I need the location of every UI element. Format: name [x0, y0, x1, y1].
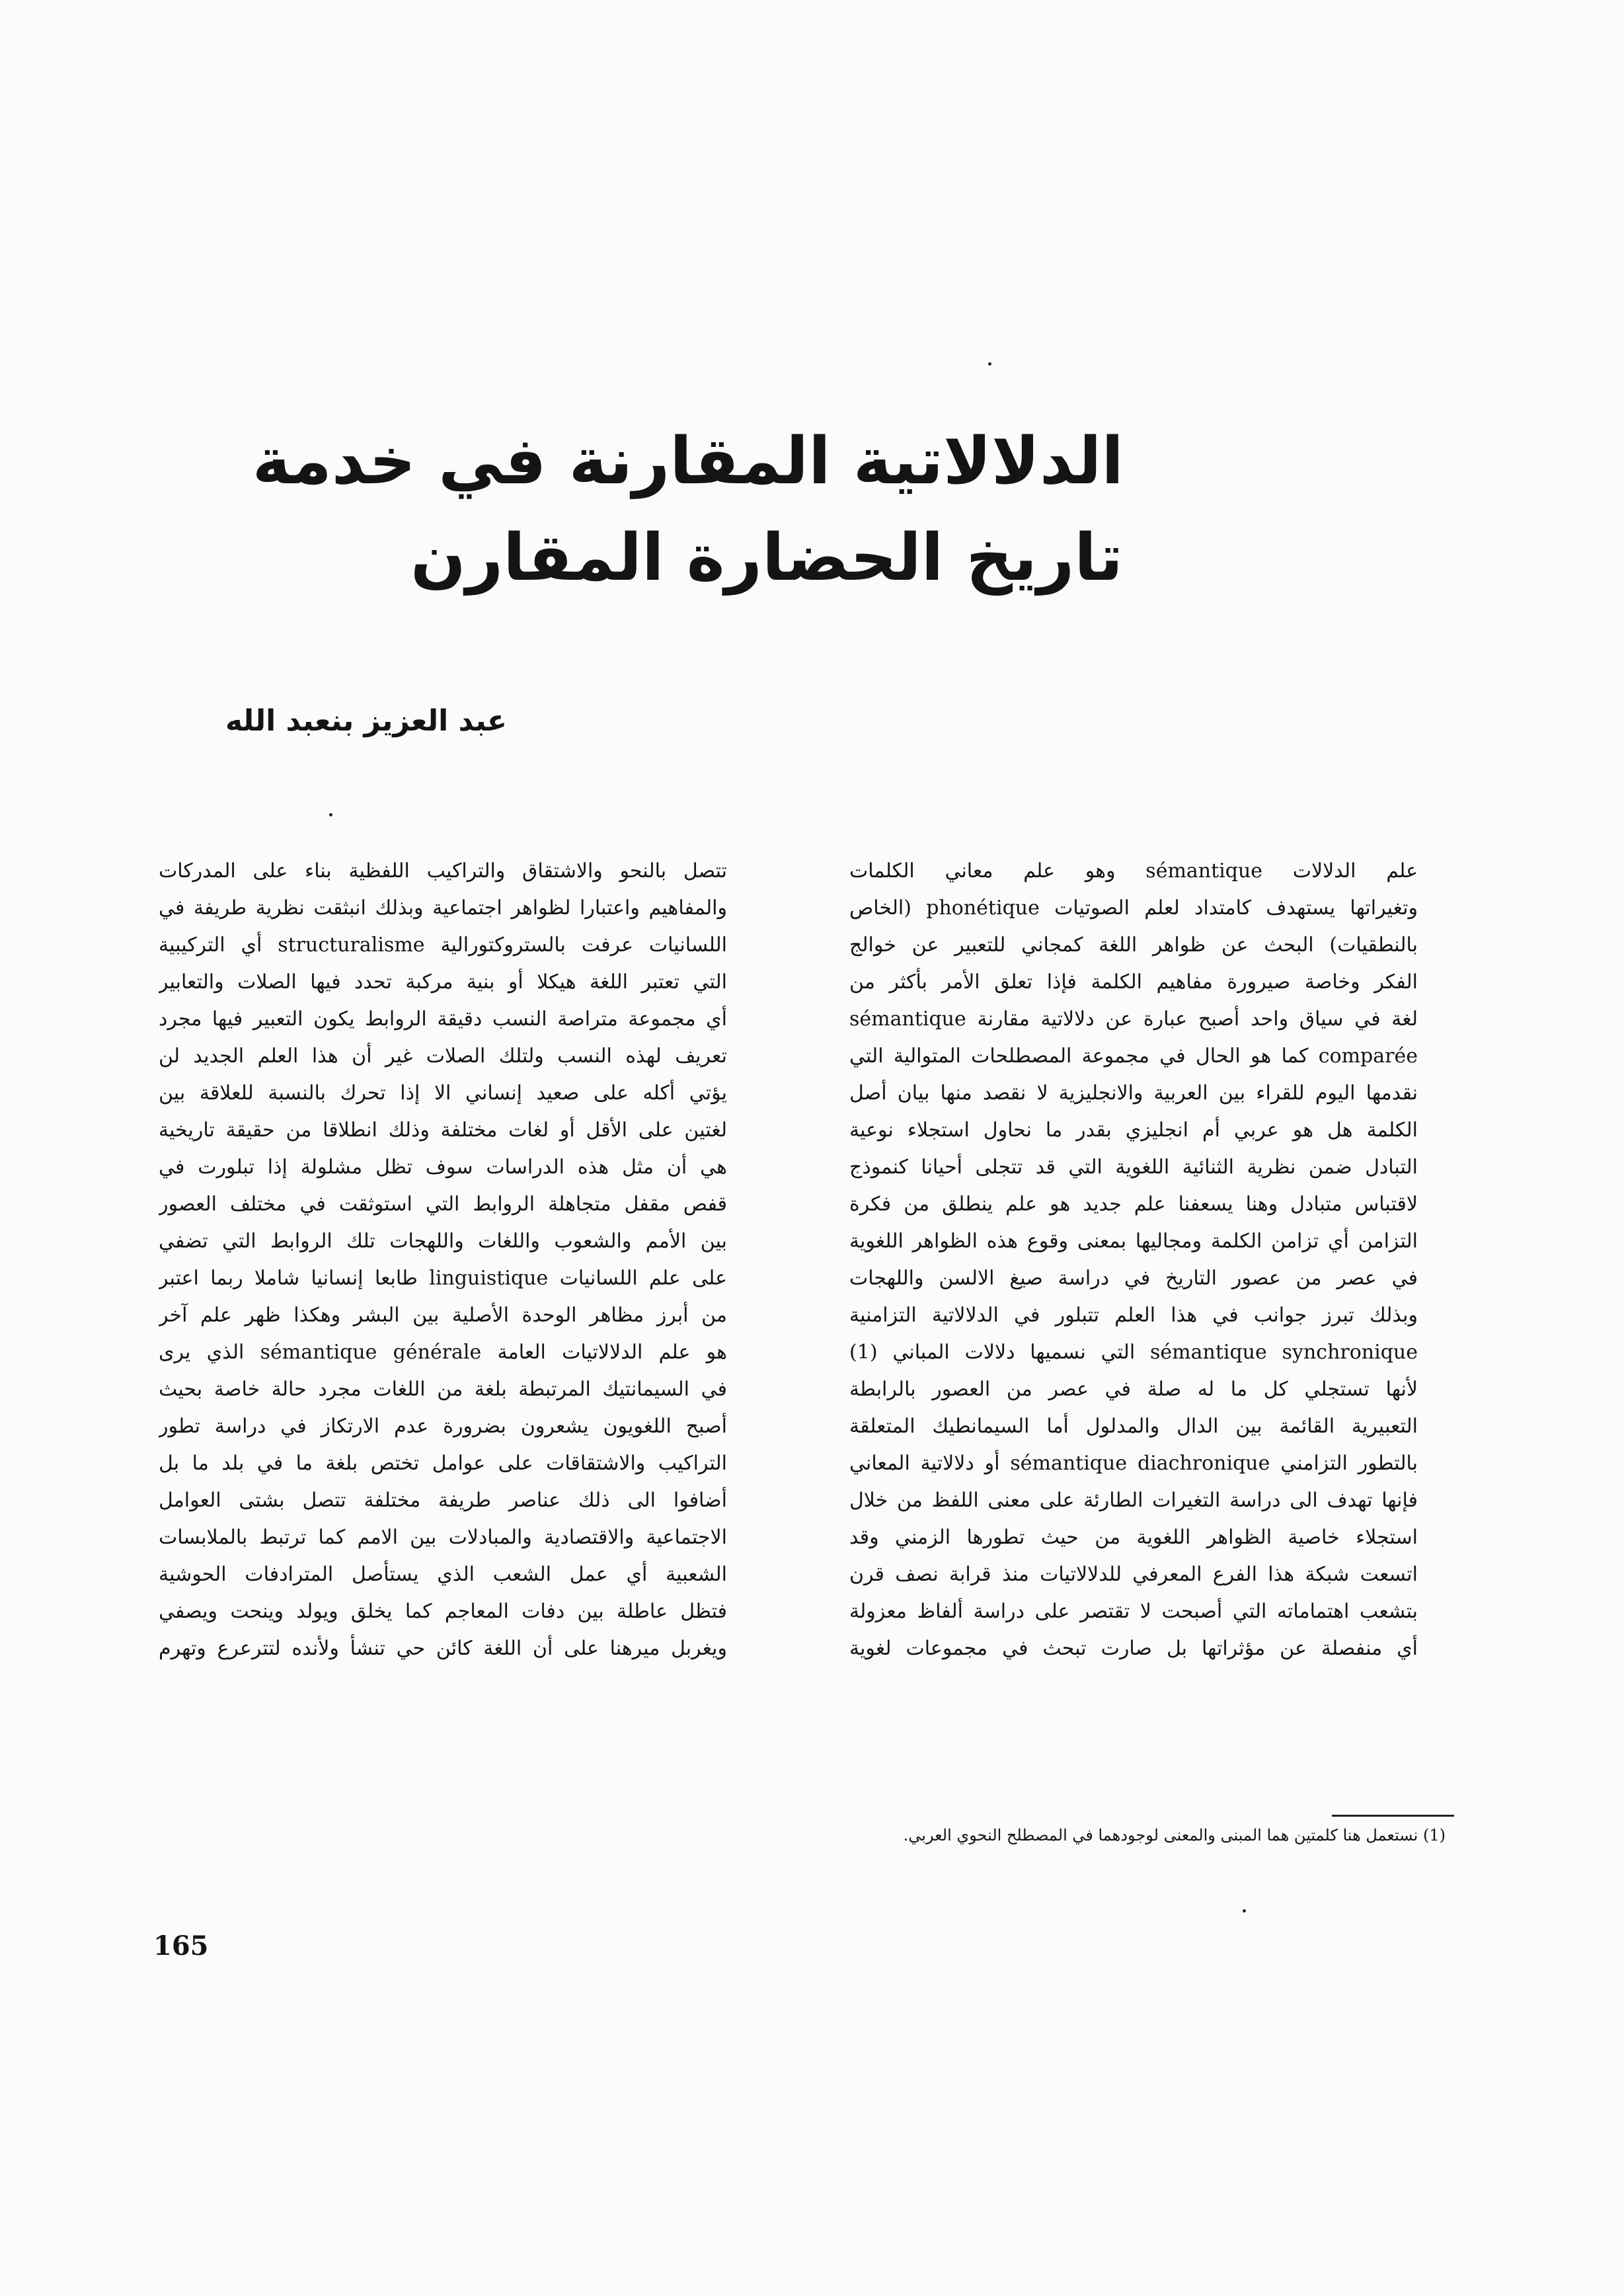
- column-left-line: تتصل بالنحو والاشتقاق والتراكيب اللفظية بناء على المدركات: [159, 859, 727, 883]
- column-left-line: قفص مقفل متجاهلة الروابط التي استوثقت في مختلف العصور: [159, 1193, 727, 1216]
- column-left-line: هي أن مثل هذه الدراسات سوف تظل مشلولة إذا تبلورت في: [159, 1156, 727, 1179]
- page-number: 165: [153, 1930, 209, 1961]
- column-right-line: لاقتباس متبادل وهنا يسعفنا علم جديد هو علم ينطلق من فكرة: [849, 1193, 1418, 1216]
- column-left-line: والمفاهيم واعتبارا لظواهر اجتماعية وبذلك انبثقت نظرية طريفة في: [159, 896, 727, 920]
- column-right-line: التعبيرية القائمة بين الدال والمدلول أما السيمانطيك المتعلقة: [849, 1415, 1418, 1438]
- footnote: (1) نستعمل هنا كلمتين هما المبنى والمعنى لوجودهما في المصطلح النحوي العربي.: [903, 1826, 1446, 1844]
- column-right-line: في عصر من عصور التاريخ في دراسة صيغ الالسن واللهجات: [849, 1267, 1418, 1290]
- column-left-line: ويغربل ميرهنا على أن اللغة كائن حي تنشأ ولأنده لتترعرع وتهرم: [159, 1637, 727, 1660]
- column-left-line: الاجتماعية والاقتصادية والمبادلات بين الامم كما ترتبط بالملابسات: [159, 1526, 727, 1549]
- column-right-line: نقدمها اليوم للقراء بين العربية والانجليزية لا نقصد منها بيان أصل: [849, 1082, 1418, 1105]
- column-right-line: comparée كما هو الحال في مجموعة المصطلحات المتوالية التي: [849, 1045, 1418, 1068]
- column-left-line: الشعبية أي عمل الشعب الذي يستأصل المترادفات الحوشية: [159, 1563, 727, 1586]
- column-left-line: هو علم الدلالاتيات العامة sémantique générale الذي يرى: [159, 1341, 727, 1364]
- footnote-separator: [1332, 1815, 1454, 1817]
- column-right-line: الفكر وخاصة صيرورة مفاهيم الكلمة فإذا تعلق الأمر بأكثر من: [849, 970, 1418, 994]
- column-right-line: sémantique synchronique التي نسميها دلالات المباني (1): [849, 1341, 1418, 1364]
- text-column-left: [159, 853, 727, 1667]
- author-name: عبد العزيز بنعبد الله: [225, 704, 507, 738]
- column-left-line: من أبرز مظاهر الوحدة الأصلية بين البشر وهكذا ظهر علم آخر: [159, 1304, 727, 1327]
- column-right-line: التبادل ضمن نظرية الثنائية اللغوية التي قد تتجلى أحيانا كنموذج: [849, 1156, 1418, 1179]
- column-right-line: بتشعب اهتماماته التي أصبحت لا تقتصر على دراسة ألفاظ معزولة: [849, 1600, 1418, 1623]
- speck-mark: [1243, 1909, 1246, 1913]
- column-left-line: تعريف لهذه النسب ولتلك الصلات غير أن هذا العلم الجديد لن: [159, 1045, 727, 1068]
- column-right-line: اتسعت شبكة هذا الفرع المعرفي للدلالاتيات منذ قرابة نصف قرن: [849, 1563, 1418, 1586]
- column-right-line: بالتطور التزامني sémantique diachronique أو دلالاتية المعاني: [849, 1452, 1418, 1475]
- column-left-line: يؤتي أكله على صعيد إنساني الا إذا تحرك بالنسبة للعلاقة بين: [159, 1082, 727, 1105]
- title-line-2: تاريخ الحضارة المقارن: [410, 520, 1123, 596]
- column-left-line: أي مجموعة متراصة النسب دقيقة الروابط يكون التعبير فيها مجرد: [159, 1008, 727, 1031]
- column-right-line: لأنها تستجلي كل ما له صلة في عصر من العصور بالرابطة: [849, 1378, 1418, 1401]
- column-right-line: بالنطقيات) البحث عن ظواهر اللغة كمجاني للتعبير عن خوالج: [849, 933, 1418, 957]
- column-right-line: علم الدلالات sémantique وهو علم معاني الكلمات: [849, 859, 1418, 883]
- column-right-line: استجلاء خاصية الظواهر اللغوية من حيث تطورها الزمني وقد: [849, 1526, 1418, 1549]
- column-right-line: لغة في سياق واحد أصبح عبارة عن دلالاتية مقارنة sémantique: [849, 1008, 1418, 1031]
- title-line-1: الدلالاتية المقارنة في خدمة: [252, 424, 1124, 499]
- column-left-line: اللسانيات عرفت بالستروكتورالية structuralisme أي التركيبية: [159, 933, 727, 957]
- column-left-line: فتظل عاطلة بين دفات المعاجم كما يخلق ويولد وينحت ويصفي: [159, 1600, 727, 1623]
- speck-mark: [329, 813, 332, 816]
- article-title: [252, 413, 1124, 606]
- speck-mark: [988, 362, 991, 366]
- text-column-right: [849, 853, 1418, 1667]
- column-left-line: في السيمانتيك المرتبطة بلغة من اللغات مجرد حالة خاصة بحيث: [159, 1378, 727, 1401]
- column-left-line: أصبح اللغويون يشعرون بضرورة عدم الارتكاز في دراسة تطور: [159, 1415, 727, 1438]
- column-right-line: فإنها تهدف الى دراسة التغيرات الطارئة على معنى اللفظ من خلال: [849, 1489, 1418, 1512]
- column-left-line: لغتين على الأقل أو لغات مختلفة وذلك انطلاقا من حقيقة تاريخية: [159, 1119, 727, 1142]
- column-right-line: وبذلك تبرز جوانب في هذا العلم تتبلور في الدلالاتية التزامنية: [849, 1304, 1418, 1327]
- column-right-line: الكلمة هل هو عربي أم انجليزي بقدر ما نحاول استجلاء نوعية: [849, 1119, 1418, 1142]
- column-right-line: وتغيراتها يستهدف كامتداد لعلم الصوتيات phonétique (الخاص: [849, 896, 1418, 920]
- column-left-line: التراكيب والاشتقاقات على عوامل تختص بلغة ما في بلد ما بل: [159, 1452, 727, 1475]
- column-left-line: التي تعتبر اللغة هيكلا أو بنية مركبة تحدد فيها الصلات والتعابير: [159, 970, 727, 994]
- column-left-line: بين الأمم والشعوب واللغات واللهجات تلك الروابط التي تضفي: [159, 1230, 727, 1253]
- column-left-line: أضافوا الى ذلك عناصر طريفة مختلفة تتصل بشتى العوامل: [159, 1489, 727, 1512]
- column-left-line: على علم اللسانيات linguistique طابعا إنسانيا شاملا ربما اعتبر: [159, 1267, 727, 1290]
- column-right-line: التزامن أي تزامن الكلمة ومجاليها بمعنى وقوع هذه الظواهر اللغوية: [849, 1230, 1418, 1253]
- column-right-line: أي منفصلة عن مؤثراتها بل صارت تبحث في مجموعات لغوية: [849, 1637, 1418, 1660]
